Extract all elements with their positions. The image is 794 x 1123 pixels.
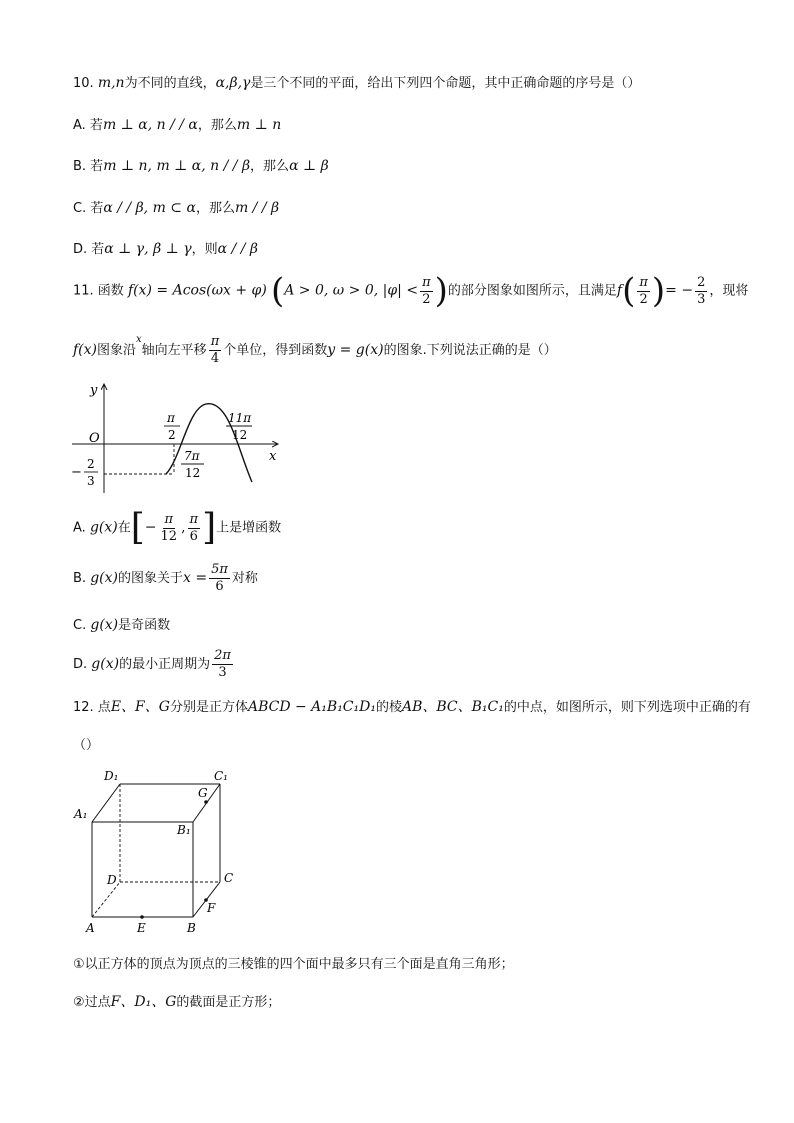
q12-statement-2: ②过点F、D₁、G的截面是正方形； — [73, 994, 281, 1010]
fraction-2pi-over-3: $\frac{2\pi}{3}$ — [214, 648, 231, 680]
fraction-pi-over-2: $\frac{\pi}{2}$ — [422, 274, 431, 307]
q10-option-d: D. 若α ⊥ γ, β ⊥ γ，则α / / β — [73, 241, 258, 257]
label-d: D — [107, 873, 117, 887]
x-axis-label: x — [269, 449, 277, 464]
tick-7pi-over-12-den: 12 — [185, 466, 201, 480]
fraction-two-thirds: $\frac{2}{3}$ — [697, 274, 706, 307]
tick-neg-sign: − — [71, 465, 82, 480]
label-f: F — [207, 901, 216, 915]
q12-stem-line1: 12. 点E、F、G分别是正方体ABCD − A₁B₁C₁D₁的棱AB、BC、B₁C₁的中点，如图所示，则下列选项中正确的有 — [73, 699, 751, 715]
q11-option-a: A. g(x)在[− $\frac{\pi}{12}$ , $\frac{\pi}{6}$ ]上是增函数 — [73, 507, 282, 548]
point-g — [204, 800, 208, 804]
q11-option-c: C. g(x)是奇函数 — [73, 617, 171, 633]
label-b1: B₁ — [177, 823, 191, 837]
tick-neg-two-thirds-den: 3 — [87, 474, 95, 488]
cube-figure — [70, 762, 250, 942]
cosine-graph — [66, 378, 296, 498]
q11-stem-line1: 11. 函数 f(x) = Acos(ωx + φ) (A > 0, ω > 0, |φ| < $\frac{\pi}{2}$ )的部分图象如图所示，且满足f( $\frac{\pi}{2}$ )= − $\frac{2}{3}$ ，现将 — [73, 271, 749, 311]
fraction-pi-over-6: $\frac{\pi}{6}$ — [189, 511, 199, 544]
tick-pi-over-2-num: π — [167, 411, 175, 425]
label-a: A — [86, 921, 95, 935]
origin-label: O — [89, 431, 100, 446]
label-e: E — [137, 921, 146, 935]
q11-option-d: D. g(x)的最小正周期为 $\frac{2\pi}{3}$ — [73, 648, 231, 680]
label-d1: D₁ — [104, 769, 119, 783]
q11-option-b: B. g(x)的图象关于x = $\frac{5\pi}{6}$ 对称 — [73, 562, 258, 594]
label-c1: C₁ — [214, 769, 228, 783]
tick-11pi-over-12-num: 11π — [228, 411, 252, 425]
label-a1: A₁ — [74, 807, 88, 821]
q10-stem: 10. m,n为不同的直线，α,β,γ是三个不同的平面，给出下列四个命题，其中正确命题的序号是（） — [73, 75, 641, 91]
label-b: B — [187, 921, 196, 935]
q10-option-c: C. 若α / / β, m ⊂ α，那么m / / β — [73, 200, 280, 216]
tick-pi-over-2-den: 2 — [168, 428, 176, 442]
point-e — [140, 915, 144, 919]
q12-statement-1: ①以正方体的顶点为顶点的三棱锥的四个面中最多只有三个面是直角三角形； — [73, 957, 514, 972]
fraction-pi-over-4: $\frac{\pi}{4}$ — [210, 334, 220, 366]
q10-option-a: A. 若m ⊥ α, n / / α，那么m ⊥ n — [73, 117, 282, 133]
q10-option-b: B. 若m ⊥ n, m ⊥ α, n / / β，那么α ⊥ β — [73, 158, 329, 174]
tick-11pi-over-12-den: 12 — [232, 428, 248, 442]
q11-stem-line2: f(x)图象沿$^x$轴向左平移 $\frac{\pi}{4}$ 个单位，得到函数y = g(x)的图象.下列说法正确的是（） — [73, 334, 557, 366]
tick-7pi-over-12-num: 7π — [184, 449, 200, 463]
fraction-5pi-over-6: $\frac{5\pi}{6}$ — [211, 562, 228, 594]
fraction-pi-over-12: $\frac{\pi}{12}$ — [160, 511, 178, 544]
fraction-pi-over-2-arg: $\frac{\pi}{2}$ — [639, 274, 648, 307]
q12-stem-line2: （） — [73, 738, 100, 753]
label-c: C — [224, 871, 234, 885]
tick-neg-two-thirds-num: 2 — [87, 457, 95, 471]
label-g: G — [198, 786, 208, 800]
y-axis-label: y — [90, 383, 98, 398]
